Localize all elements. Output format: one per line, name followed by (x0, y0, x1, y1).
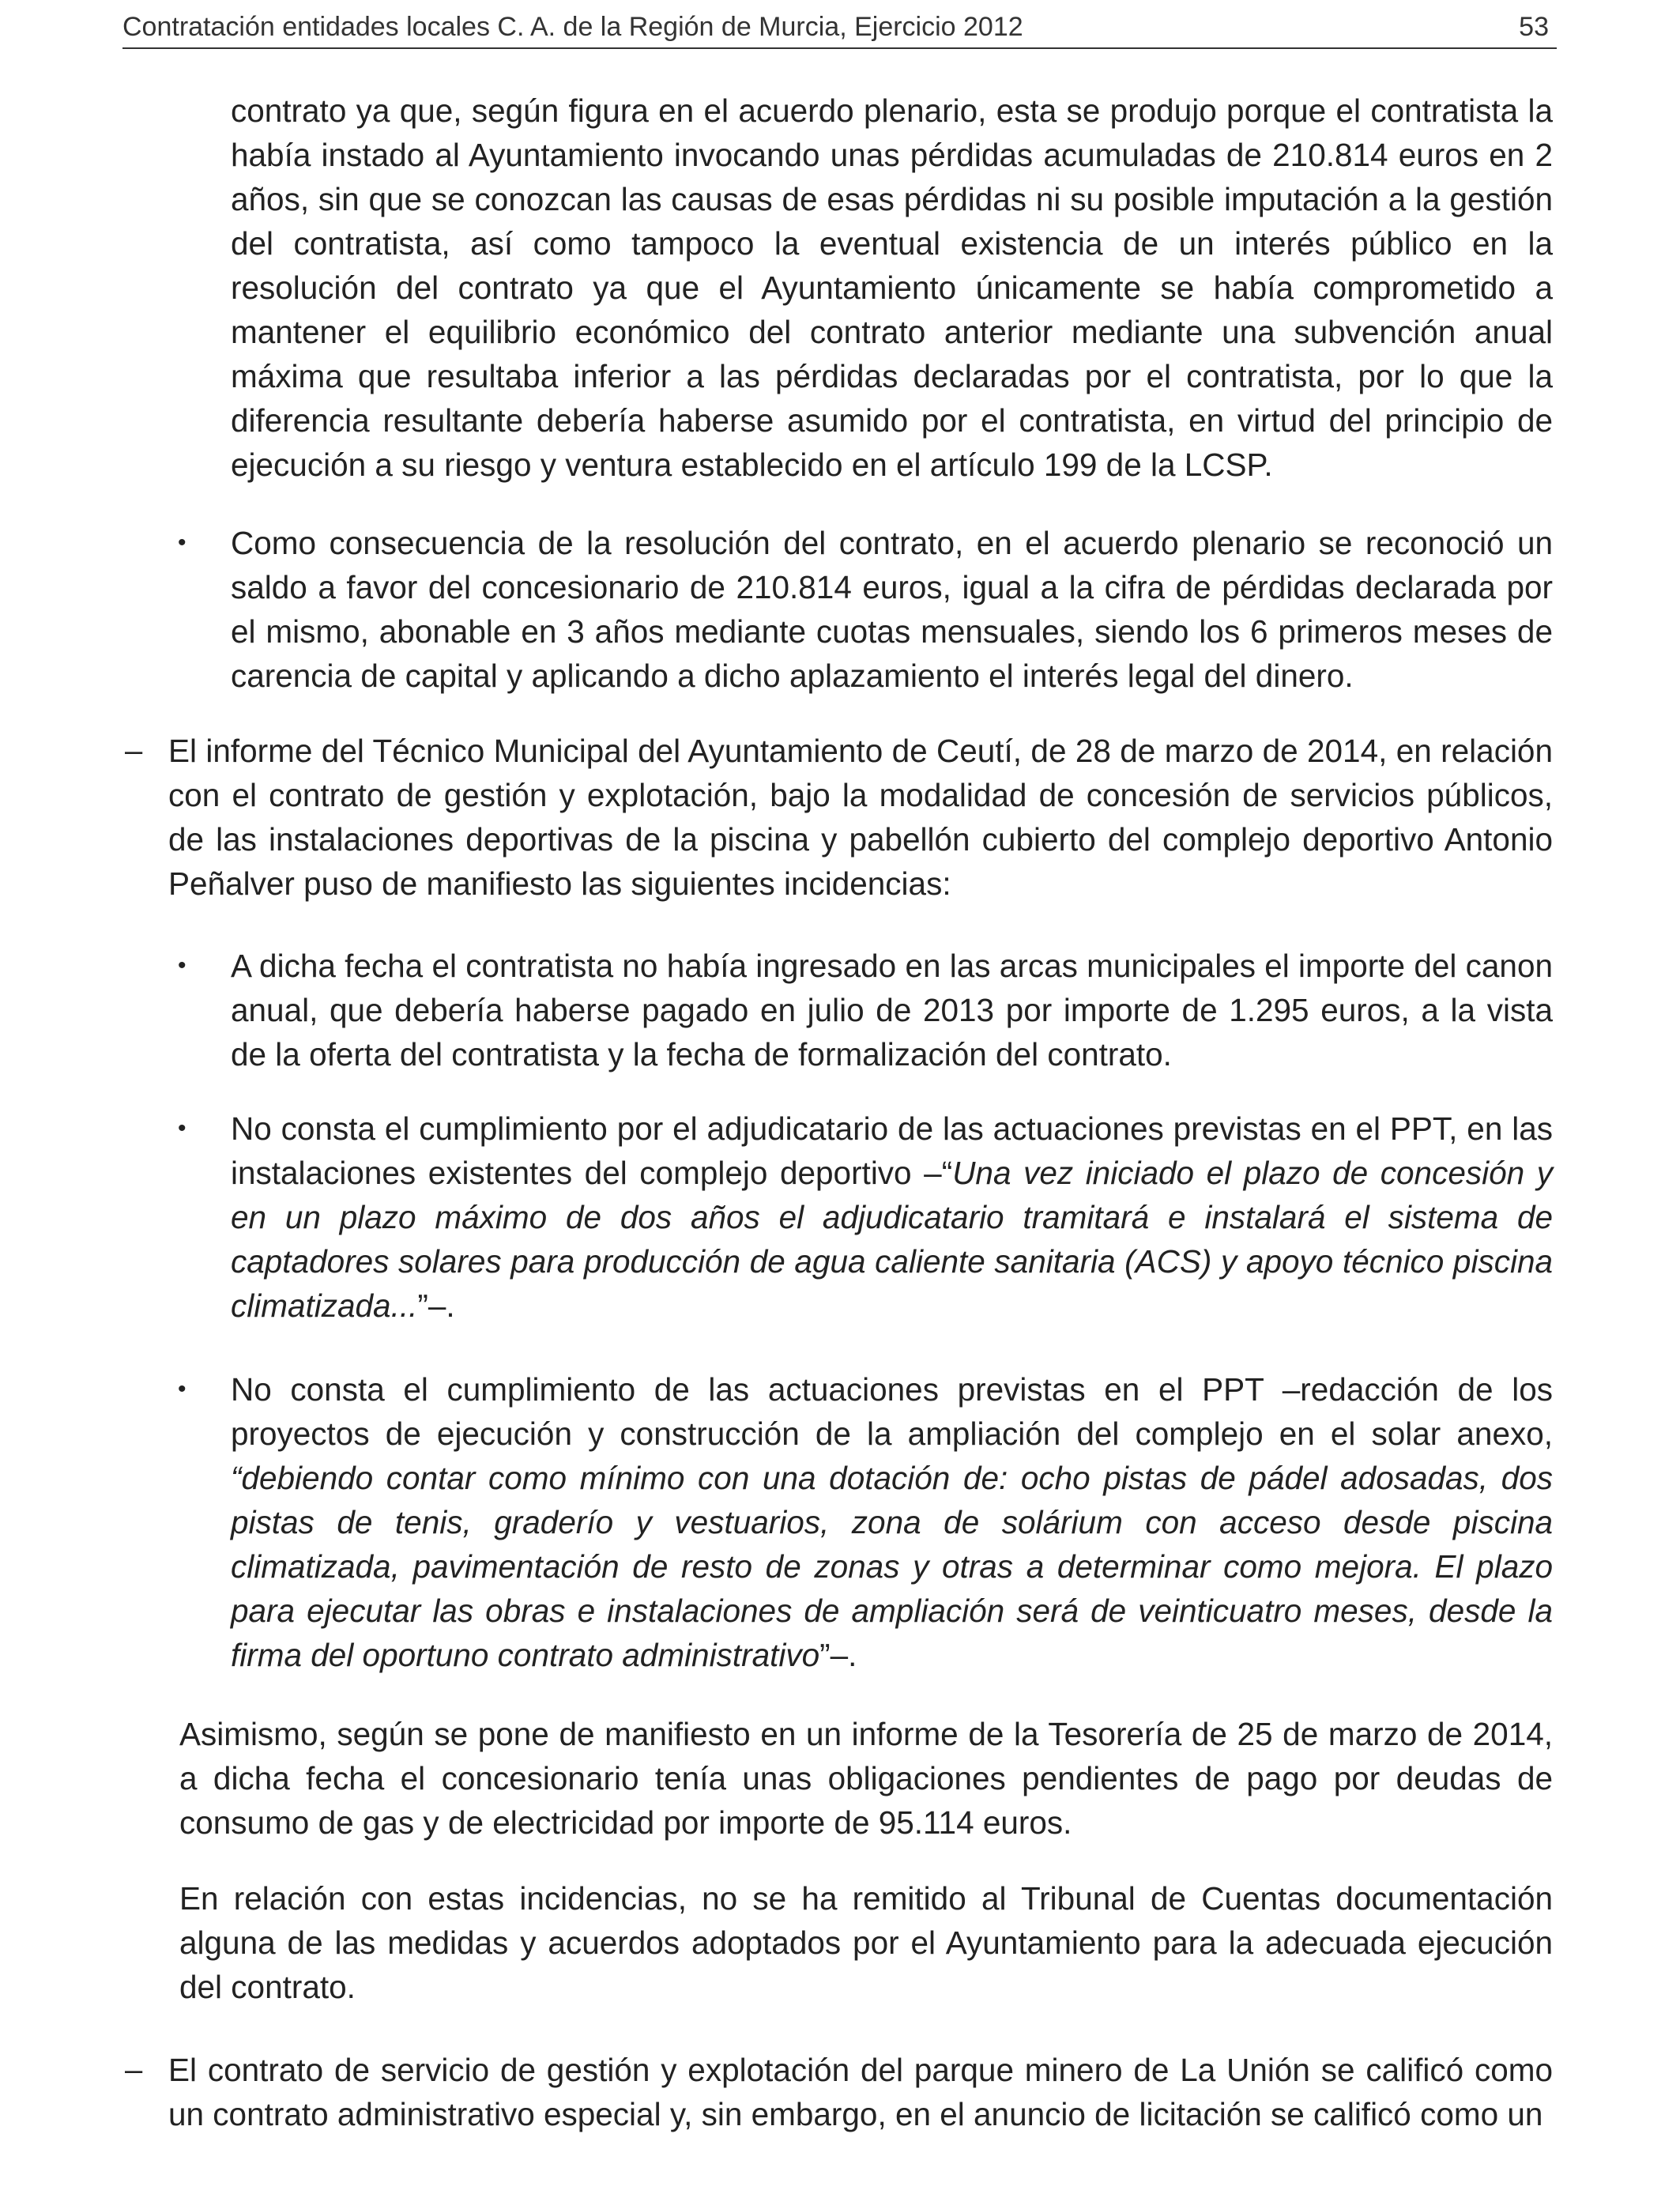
bullet-item (231, 521, 1553, 698)
bullet-item (231, 944, 1553, 1076)
page-number: 53 (1519, 12, 1549, 42)
dash-marker: – (125, 733, 143, 768)
paragraph-text: En relación con estas incidencias, no se ha remitido al Tribunal de Cuentas documentación alguna de las medidas y acuerdos adoptados por el Ayuntamiento para la adecuada ejecución del contrato. (179, 1880, 1553, 2005)
bullet-marker: • (178, 952, 186, 978)
page-header (122, 8, 1557, 49)
bullet-item (231, 1106, 1553, 1328)
dash-item (168, 729, 1553, 906)
paragraph-text: contrato ya que, según figura en el acuerdo plenario, esta se produjo porque el contratista la había instado al Ayuntamiento invocando unas pérdidas acumuladas de 210.814 euros en 2 años, sin que se conozcan las causas de esas pérdidas ni su posible imputación a la gestión del contratista, así como tampoco la eventual existencia de un interés público en la resolución del contrato ya que el Ayuntamiento únicamente se había comprometido a mantener el equilibrio económico del contrato anterior mediante una subvención anual máxima que resultaba inferior a las pérdidas declaradas por el contratista, por lo que la diferencia resultante debería haberse asumido por el contratista, en virtud del principio de ejecución a su riesgo y ventura establecido en el artículo 199 de la LCSP. (231, 92, 1553, 483)
paragraph (179, 1712, 1553, 1845)
dash-text: El contrato de servicio de gestión y explotación del parque minero de La Unión se calificó como un contrato administrativo especial y, sin embargo, en el anuncio de licitación se calificó como un (168, 2052, 1553, 2132)
bullet-text-plain: No consta el cumplimiento de las actuaciones previstas en el PPT –redacción de los proyectos de ejecución y construcción de la ampliación del complejo en el solar anexo, (231, 1371, 1553, 1452)
paragraph-text: Asimismo, según se pone de manifiesto en un informe de la Tesorería de 25 de marzo de 2014, a dicha fecha el concesionario tenía unas obligaciones pendientes de pago por deudas de consumo de gas y de electricidad por importe de 95.114 euros. (179, 1716, 1553, 1841)
bullet-text (231, 1367, 1553, 1677)
dash-item (168, 2048, 1553, 2136)
dash-marker: – (125, 2053, 143, 2087)
bullet-text: Como consecuencia de la resolución del contrato, en el acuerdo plenario se reconoció un saldo a favor del concesionario de 210.814 euros, igual a la cifra de pérdidas declarada por el mismo, abonable en 3 años mediante cuotas mensuales, siendo los 6 primeros meses de carencia de capital y aplicando a dicho aplazamiento el interés legal del dinero. (231, 525, 1553, 694)
bullet-marker: • (178, 530, 186, 556)
bullet-text: A dicha fecha el contratista no había ingresado en las arcas municipales el importe del canon anual, que debería haberse pagado en julio de 2013 por importe de 1.295 euros, a la vista de la oferta del contratista y la fecha de formalización del contrato. (231, 948, 1553, 1072)
bullet-text-plain: No consta el cumplimiento por el adjudicatario de las actuaciones previstas en el PPT, en las instalaciones existentes del complejo deportivo –“ (231, 1110, 1553, 1191)
dash-text: El informe del Técnico Municipal del Ayuntamiento de Ceutí, de 28 de marzo de 2014, en relación con el contrato de gestión y explotación, bajo la modalidad de concesión de servicios públicos, de las instalaciones deportivas de la piscina y pabellón cubierto del complejo deportivo Antonio Peñalver puso de manifiesto las siguientes incidencias: (168, 733, 1553, 902)
bullet-text-end: ”–. (819, 1637, 857, 1673)
bullet-text-end: ”–. (417, 1287, 455, 1324)
bullet-text-quote: Una vez iniciado el plazo de concesión y en un plazo máximo de dos años el adjudicatario tramitará e instalará el sistema de captadores solares para producción de agua caliente sanitaria (ACS) y apoyo técnico piscina climatizada... (231, 1155, 1553, 1324)
bullet-marker: • (178, 1376, 186, 1402)
bullet-text-quote: “debiendo contar como mínimo con una dotación de: ocho pistas de pádel adosadas, dos pistas de tenis, graderío y vestuarios, zona de solárium con acceso desde piscina climatizada, pavimentación de resto de zonas y otras a determinar como mejora. El plazo para ejecutar las obras e instalaciones de ampliación será de veinticuatro meses, desde la firma del oportuno contrato administrativo (231, 1460, 1553, 1673)
bullet-marker: • (178, 1115, 186, 1141)
paragraph (179, 1876, 1553, 2009)
header-title: Contratación entidades locales C. A. de la Región de Murcia, Ejercicio 2012 (122, 12, 1023, 42)
paragraph-continuation (231, 89, 1553, 487)
bullet-item (231, 1367, 1553, 1677)
bullet-text (231, 1106, 1553, 1328)
